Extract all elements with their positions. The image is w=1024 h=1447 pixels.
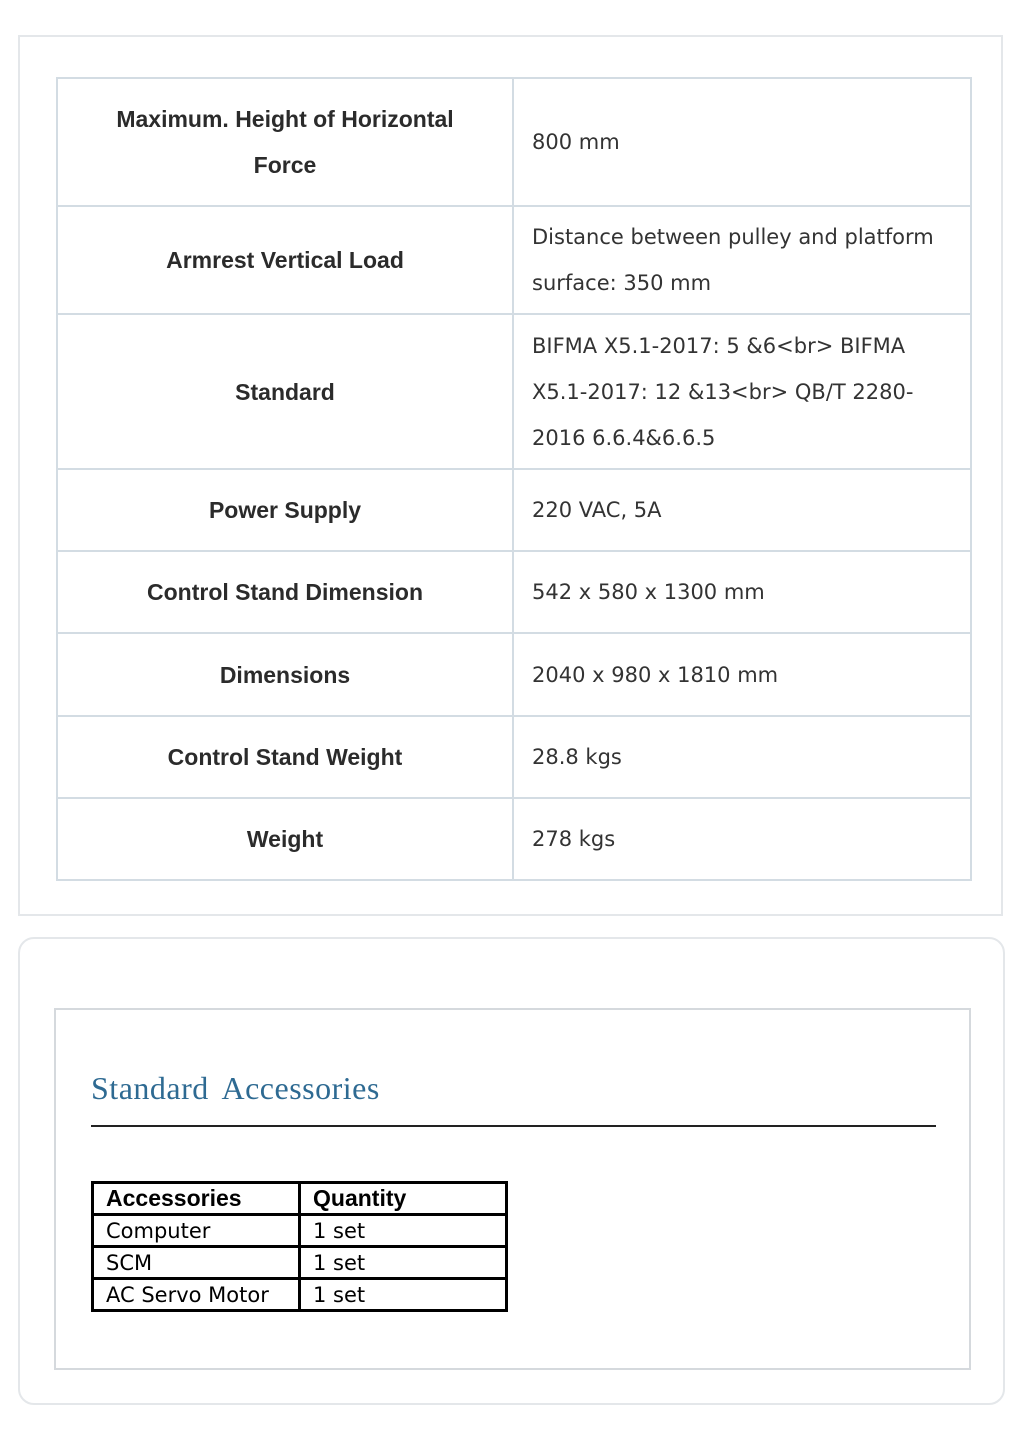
spec-label: Weight — [57, 798, 513, 880]
spec-value: 278 kgs — [513, 798, 971, 880]
accessory-name: Computer — [93, 1215, 300, 1247]
table-row — [57, 633, 971, 716]
accessories-panel — [18, 937, 1005, 1405]
spec-value: 28.8 kgs — [513, 716, 971, 798]
divider — [91, 1125, 936, 1127]
table-row — [57, 206, 971, 314]
accessory-name: AC Servo Motor — [93, 1279, 300, 1311]
accessories-table — [91, 1181, 508, 1312]
spec-label: Dimensions — [57, 633, 513, 716]
table-row — [93, 1279, 507, 1311]
accessory-quantity: 1 set — [300, 1279, 507, 1311]
table-row — [93, 1215, 507, 1247]
spec-value: 220 VAC, 5A — [513, 469, 971, 551]
spec-label: Maximum. Height of Horizontal Force — [57, 78, 513, 206]
spec-label: Power Supply — [57, 469, 513, 551]
column-header-quantity: Quantity — [300, 1183, 507, 1215]
spec-value: 542 x 580 x 1300 mm — [513, 551, 971, 633]
accessories-box — [54, 1008, 971, 1370]
table-row — [57, 78, 971, 206]
table-row — [57, 798, 971, 880]
table-row — [57, 314, 971, 469]
spec-label: Control Stand Dimension — [57, 551, 513, 633]
table-row — [93, 1247, 507, 1279]
section-title: Standard Accessories — [91, 1070, 380, 1106]
accessory-name: SCM — [93, 1247, 300, 1279]
spec-label: Armrest Vertical Load — [57, 206, 513, 314]
spec-label: Control Stand Weight — [57, 716, 513, 798]
accessory-quantity: 1 set — [300, 1215, 507, 1247]
spec-value: BIFMA X5.1-2017: 5 &6<br> BIFMA X5.1-2017: 12 &13<br> QB/T 2280-2016 6.6.4&6.6.5 — [513, 314, 971, 469]
spec-value: 2040 x 980 x 1810 mm — [513, 633, 971, 716]
specifications-table — [56, 77, 972, 881]
spec-value: Distance between pulley and platform surface: 350 mm — [513, 206, 971, 314]
spec-value: 800 mm — [513, 78, 971, 206]
table-header-row — [93, 1183, 507, 1215]
column-header-accessories: Accessories — [93, 1183, 300, 1215]
accessory-quantity: 1 set — [300, 1247, 507, 1279]
table-row — [57, 469, 971, 551]
spec-label: Standard — [57, 314, 513, 469]
table-row — [57, 716, 971, 798]
specifications-panel — [18, 35, 1003, 916]
table-row — [57, 551, 971, 633]
